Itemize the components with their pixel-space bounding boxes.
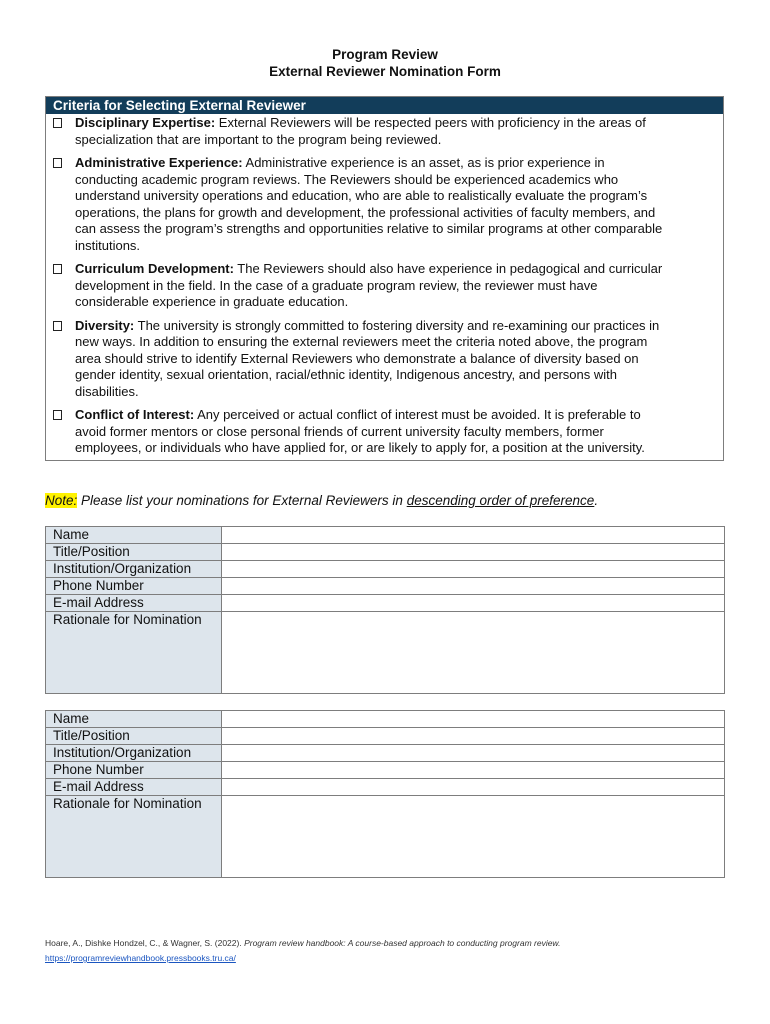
criteria-text: The Reviewers should also have experience in pedagogical and curricular [233, 261, 663, 276]
criteria-heading: Administrative Experience: [75, 155, 243, 170]
checkbox-icon[interactable] [53, 321, 62, 331]
email-field[interactable] [222, 779, 725, 796]
criteria-text: new ways. In addition to ensuring the external reviewers meet the criteria noted above, the program [75, 334, 648, 349]
criteria-text: avoid former mentors or close personal friends of current university faculty members, former [75, 423, 604, 439]
institution-field[interactable] [222, 561, 725, 578]
label-institution: Institution/Organization [46, 745, 222, 762]
institution-field[interactable] [222, 745, 725, 762]
criteria-item-curriculum [46, 261, 723, 311]
criteria-heading: Conflict of Interest: [75, 407, 195, 422]
checkbox-icon[interactable] [53, 264, 62, 274]
criteria-text: employees, or individuals who have applied for, or are likely to apply for, a position at the university. [75, 440, 645, 455]
citation [45, 936, 560, 951]
rationale-field[interactable] [222, 612, 725, 694]
citation-footer [45, 936, 560, 966]
label-phone: Phone Number [46, 578, 222, 595]
criteria-item-administrative [46, 155, 723, 254]
title-field[interactable] [222, 544, 725, 561]
email-field[interactable] [222, 595, 725, 612]
checkbox-icon[interactable] [53, 410, 62, 420]
label-institution: Institution/Organization [46, 561, 222, 578]
criteria-item-disciplinary [46, 115, 723, 148]
note-text: Please list your nominations for External Reviewers in [77, 493, 407, 508]
criteria-heading: Disciplinary Expertise: [75, 115, 216, 130]
label-name: Name [46, 711, 222, 728]
criteria-text: considerable experience in graduate education. [75, 294, 349, 309]
title-line-2: External Reviewer Nomination Form [269, 64, 501, 79]
criteria-item-diversity [46, 318, 723, 401]
criteria-text: The university is strongly committed to fostering diversity and re-examining our practices in [134, 317, 660, 333]
criteria-heading: Diversity: [75, 317, 135, 333]
note-text-end: . [594, 493, 599, 508]
nomination-table-2 [45, 710, 725, 878]
checkbox-icon[interactable] [53, 118, 62, 128]
criteria-text: operations, the plans for growth and development, the professional activities of faculty members, and [75, 204, 656, 220]
criteria-heading: Curriculum Development: [75, 261, 234, 276]
criteria-text: gender identity, sexual orientation, racial/ethnic identity, Indigenous ancestry, and persons with [75, 367, 617, 382]
phone-field[interactable] [222, 762, 725, 779]
label-email: E-mail Address [46, 779, 222, 796]
title-field[interactable] [222, 728, 725, 745]
label-rationale: Rationale for Nomination [46, 796, 222, 878]
criteria-text: External Reviewers will be respected peers with proficiency in the areas of [215, 115, 646, 130]
criteria-text: area should strive to identify External Reviewers who demonstrate a balance of diversity based on [75, 350, 639, 366]
criteria-item-conflict [46, 407, 723, 457]
criteria-text: institutions. [75, 237, 141, 253]
criteria-text: can assess the program’s strengths and opportunities relative to similar programs at other comparable [75, 221, 663, 236]
criteria-text: Any perceived or actual conflict of interest must be avoided. It is preferable to [194, 407, 641, 422]
note-label: Note: [45, 493, 78, 508]
citation-title: Program review handbook: A course-based approach to conducting program review. [244, 938, 561, 948]
criteria-text: understand university operations and education, who are able to realistically evaluate the program’s [75, 188, 648, 203]
handbook-link[interactable]: https://programreviewhandbook.pressbooks.tru.ca/ [45, 953, 236, 963]
name-field[interactable] [222, 711, 725, 728]
label-title: Title/Position [46, 728, 222, 745]
citation-authors: Hoare, A., Dishke Hondzel, C., & Wagner, S. (2022). [45, 938, 245, 948]
criteria-box [45, 96, 724, 461]
phone-field[interactable] [222, 578, 725, 595]
criteria-text: disabilities. [75, 383, 139, 399]
criteria-header: Criteria for Selecting External Reviewer [46, 97, 723, 114]
label-name: Name [46, 527, 222, 544]
criteria-text: Administrative experience is an asset, as is prior experience in [242, 155, 605, 170]
nomination-table-1 [45, 526, 725, 694]
criteria-text: development in the field. In the case of a graduate program review, the reviewer must have [75, 277, 598, 293]
criteria-text: specialization that are important to the program being reviewed. [75, 131, 442, 147]
nomination-note [45, 493, 598, 508]
criteria-text: conducting academic program reviews. The Reviewers should be experienced academics who [75, 171, 619, 187]
label-email: E-mail Address [46, 595, 222, 612]
label-phone: Phone Number [46, 762, 222, 779]
label-title: Title/Position [46, 544, 222, 561]
title-line-1: Program Review [332, 47, 438, 62]
name-field[interactable] [222, 527, 725, 544]
rationale-field[interactable] [222, 796, 725, 878]
label-rationale: Rationale for Nomination [46, 612, 222, 694]
form-title [0, 46, 770, 80]
note-underlined: descending order of preference [406, 493, 595, 508]
checkbox-icon[interactable] [53, 158, 62, 168]
